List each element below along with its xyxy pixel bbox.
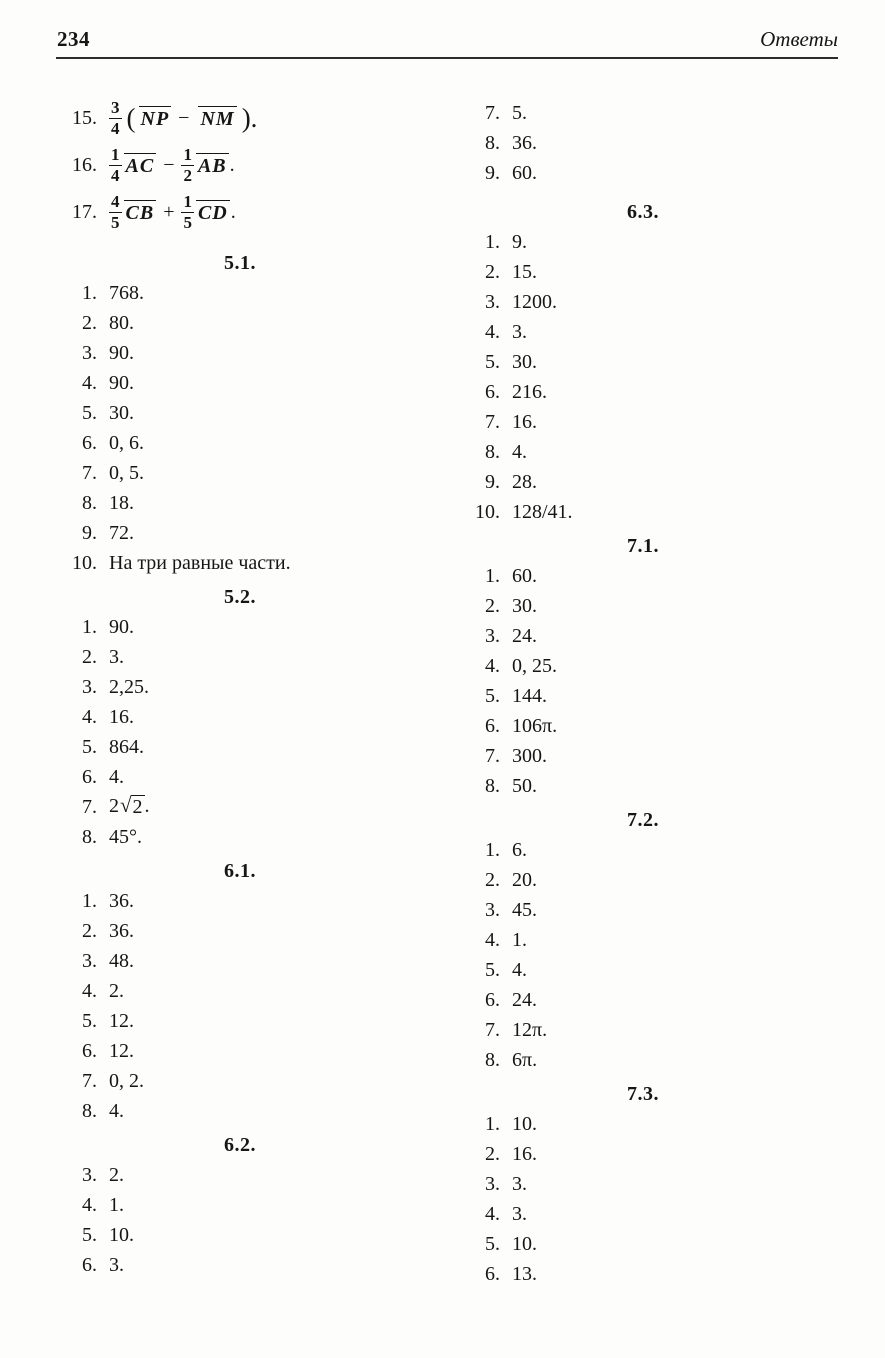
item-value: 90. [109,371,134,394]
item-value: 10. [512,1112,537,1135]
answer-item [462,1015,860,1045]
running-title: Ответы [760,27,838,51]
item-value: 6π. [512,1048,538,1071]
item-value: 24. [512,624,537,647]
period: . [229,154,235,176]
item-number: 7. [82,795,97,818]
answer-item [462,681,860,711]
fraction [109,99,122,138]
answer-item [462,317,860,347]
fraction-numerator: 3 [111,98,120,118]
answer-item [57,732,443,762]
fraction-numerator: 1 [183,192,192,212]
answer-item [57,428,443,458]
answer-item [462,227,860,257]
answer-item-sqrt [57,792,443,822]
item-value: 4. [512,440,527,463]
item-number: 6. [485,380,500,403]
answer-item [462,407,860,437]
section-heading-5-2: 5.2. [224,586,256,608]
minus-operator: − [178,107,190,129]
item-number: 4. [485,320,500,343]
minus-operator: − [163,154,175,176]
item-value: 3. [512,1202,527,1225]
answer-list-6-1 [57,886,443,1126]
radicand: 2 [132,796,143,818]
answer-item [462,591,860,621]
item-number: 8. [485,1048,500,1071]
item-value: 16. [109,705,134,728]
answer-list-5-1 [57,278,443,578]
answer-item [462,1045,860,1075]
item-number: 3. [485,898,500,921]
item-value: 6. [512,838,527,861]
answer-item [462,347,860,377]
item-number: 1. [485,838,500,861]
fraction [181,193,194,232]
item-value: 3. [512,320,527,343]
sqrt-coefficient: 2 [109,795,119,817]
item-number: 7. [485,744,500,767]
item-value: 0, 2. [109,1069,144,1092]
item-number: 1. [485,1112,500,1135]
item-value: 30. [109,401,134,424]
item-number: 6. [485,988,500,1011]
item-value: 144. [512,684,547,707]
left-column [57,95,443,1280]
vector-np: NP [140,108,170,130]
item-number: 7. [82,1069,97,1092]
answer-item [462,1109,860,1139]
answer-item [57,1066,443,1096]
answer-item [462,128,860,158]
item-number: 2. [485,1142,500,1165]
answer-item [57,976,443,1006]
answer-item [57,338,443,368]
answer-item [462,257,860,287]
item-number: 4. [485,928,500,951]
fraction-denominator: 4 [111,119,120,138]
period: . [230,201,236,223]
answer-item [57,398,443,428]
item-number: 3. [82,675,97,698]
item-value: 36. [109,889,134,912]
close-paren: ). [241,103,258,133]
header-rule [56,57,838,59]
fraction-denominator: 2 [183,166,192,185]
answer-item-16 [57,142,443,189]
answer-item [57,278,443,308]
item-number: 2. [82,311,97,334]
answer-item [462,497,860,527]
answer-item [57,1160,443,1190]
vector-ab: AB [197,155,227,177]
answer-item [57,1006,443,1036]
item-number: 5. [485,684,500,707]
section-heading-7-3: 7.3. [627,1083,659,1105]
answer-item [462,711,860,741]
open-paren: ( [126,103,136,133]
item-value: 45°. [109,825,142,848]
answer-item [462,287,860,317]
item-number: 1. [82,615,97,638]
answer-item [462,1259,860,1289]
item-value: 9. [512,230,527,253]
running-head [57,27,838,52]
answer-item [462,467,860,497]
item-number: 6. [485,714,500,737]
item-formula [109,99,258,138]
vector-nm: NM [200,108,235,130]
fraction-denominator: 4 [111,166,120,185]
item-value: 0, 25. [512,654,557,677]
item-number: 1. [82,889,97,912]
item-value: 216. [512,380,547,403]
item-value: 864. [109,735,144,758]
answer-list-6-2-continued [462,98,860,188]
item-number: 8. [485,131,500,154]
item-value: 2. [109,1163,124,1186]
item-number: 4. [485,1202,500,1225]
item-value: 5. [512,101,527,124]
item-number: 7. [82,461,97,484]
item-number: 8. [82,1099,97,1122]
item-value: 24. [512,988,537,1011]
item-number: 2. [82,919,97,942]
answer-list-5-2 [57,612,443,852]
answer-item [57,1036,443,1066]
answer-item [462,1139,860,1169]
item-number: 5. [82,1223,97,1246]
item-number: 3. [485,290,500,313]
item-number: 9. [485,470,500,493]
answer-item [57,642,443,672]
answer-item [57,612,443,642]
item-value: 768. [109,281,144,304]
answer-item [57,1190,443,1220]
item-value: 16. [512,410,537,433]
item-number: 3. [82,341,97,364]
item-value: 1200. [512,290,557,313]
fraction [109,146,122,185]
item-number: 6. [82,1253,97,1276]
item-number: 10. [475,500,500,523]
item-value: На три равные части. [109,551,291,574]
item-number: 6. [485,1262,500,1285]
item-value: 28. [512,470,537,493]
answer-item [462,1169,860,1199]
fraction-numerator: 1 [111,145,120,165]
fraction-denominator: 5 [111,213,120,232]
item-value: 4. [109,1099,124,1122]
section-heading-6-3: 6.3. [627,201,659,223]
item-value: 72. [109,521,134,544]
answer-list-7-3 [462,1109,860,1289]
answer-item [462,955,860,985]
item-value: 15. [512,260,537,283]
answer-item [462,158,860,188]
section-heading-7-1: 7.1. [627,535,659,557]
item-value: 3. [109,1253,124,1276]
item-number: 5. [485,350,500,373]
item-number: 9. [485,161,500,184]
item-value: 3. [109,645,124,668]
item-value: 128/41. [512,500,573,523]
vector-cd: CD [197,202,228,224]
item-number: 4. [82,371,97,394]
answer-item [57,548,443,578]
item-value: 90. [109,615,134,638]
item-value: 60. [512,161,537,184]
item-number: 1. [485,564,500,587]
answer-item [462,925,860,955]
item-number: 6. [82,1039,97,1062]
answer-item [57,916,443,946]
answer-item [462,771,860,801]
item-number: 7. [485,101,500,124]
item-number: 5. [82,401,97,424]
item-value: 3. [512,1172,527,1195]
item-number: 4. [485,654,500,677]
item-number: 4. [82,979,97,1002]
answer-item [462,377,860,407]
fraction-denominator: 5 [183,213,192,232]
item-number: 3. [82,1163,97,1186]
item-formula [109,193,236,232]
answer-item [57,886,443,916]
answer-list-6-2 [57,1160,443,1280]
item-number: 3. [485,1172,500,1195]
item-number: 8. [82,491,97,514]
section-heading-5-1: 5.1. [224,252,256,274]
item-number: 1. [485,230,500,253]
item-number: 4. [82,1193,97,1216]
item-value: 10. [512,1232,537,1255]
item-value: 0, 5. [109,461,144,484]
item-number: 5. [82,1009,97,1032]
item-value: 30. [512,594,537,617]
item-value: 45. [512,898,537,921]
item-number: 5. [82,735,97,758]
item-number: 8. [485,774,500,797]
plus-operator: + [163,201,175,223]
item-value: 12π. [512,1018,548,1041]
answer-list-7-2 [462,835,860,1075]
answer-item [57,1220,443,1250]
item-number: 2. [485,868,500,891]
answer-item [57,488,443,518]
item-number: 8. [485,440,500,463]
item-value: 10. [109,1223,134,1246]
answer-item [57,518,443,548]
item-value: 36. [109,919,134,942]
item-value: 106π. [512,714,558,737]
item-value: 20. [512,868,537,891]
section-heading-6-2: 6.2. [224,1134,256,1156]
answer-list-7-1 [462,561,860,801]
answer-item [57,702,443,732]
item-value: 12. [109,1039,134,1062]
item-number: 10. [72,551,97,574]
section-heading-6-1: 6.1. [224,860,256,882]
item-value: 1. [512,928,527,951]
item-number: 15. [72,107,97,129]
item-value: 36. [512,131,537,154]
answer-item [57,822,443,852]
answer-item [462,741,860,771]
answer-item [57,458,443,488]
answer-item-15 [57,95,443,142]
answer-item [57,762,443,792]
answer-item [462,621,860,651]
item-number: 2. [82,645,97,668]
right-column [462,98,860,1289]
item-value: 1. [109,1193,124,1216]
answer-item [462,437,860,467]
answer-item-17 [57,189,443,236]
item-number: 1. [82,281,97,304]
item-value: 16. [512,1142,537,1165]
item-number: 8. [82,825,97,848]
answer-item [57,308,443,338]
item-value: 18. [109,491,134,514]
answer-item [462,835,860,865]
item-value: 50. [512,774,537,797]
answer-item [57,1096,443,1126]
radical-icon: √ [120,793,132,817]
item-number: 9. [82,521,97,544]
answer-item [57,1250,443,1280]
answer-item [57,672,443,702]
answer-item [462,651,860,681]
fraction [109,193,122,232]
square-root [120,795,145,819]
item-number: 6. [82,765,97,788]
item-number: 4. [82,705,97,728]
item-value: 2,25. [109,675,149,698]
item-number: 17. [72,201,97,223]
section-heading-7-2: 7.2. [627,809,659,831]
page-number: 234 [57,27,90,51]
answer-item [462,561,860,591]
item-value: 2. [109,979,124,1002]
item-value [109,795,150,819]
vector-ac: AC [125,155,155,177]
answer-item [462,1229,860,1259]
item-value: 80. [109,311,134,334]
item-number: 2. [485,260,500,283]
item-number: 16. [72,154,97,176]
answer-item [57,946,443,976]
item-number: 5. [485,958,500,981]
item-number: 3. [485,624,500,647]
item-number: 5. [485,1232,500,1255]
item-value: 30. [512,350,537,373]
item-value: 4. [512,958,527,981]
item-value: 60. [512,564,537,587]
item-formula [109,146,235,185]
fraction-numerator: 4 [111,192,120,212]
item-value: 4. [109,765,124,788]
answer-item [462,98,860,128]
item-number: 2. [485,594,500,617]
period: . [144,795,150,817]
answer-item [462,985,860,1015]
fraction [181,146,194,185]
item-value: 48. [109,949,134,972]
item-value: 13. [512,1262,537,1285]
item-number: 7. [485,1018,500,1041]
vector-cb: CB [125,202,155,224]
item-number: 7. [485,410,500,433]
answer-item [462,865,860,895]
item-value: 90. [109,341,134,364]
item-value: 0, 6. [109,431,144,454]
item-value: 300. [512,744,547,767]
answer-item [57,368,443,398]
item-value: 12. [109,1009,134,1032]
answer-list-6-3 [462,227,860,527]
answer-item [462,1199,860,1229]
item-number: 6. [82,431,97,454]
fraction-numerator: 1 [183,145,192,165]
item-number: 3. [82,949,97,972]
answer-item [462,895,860,925]
